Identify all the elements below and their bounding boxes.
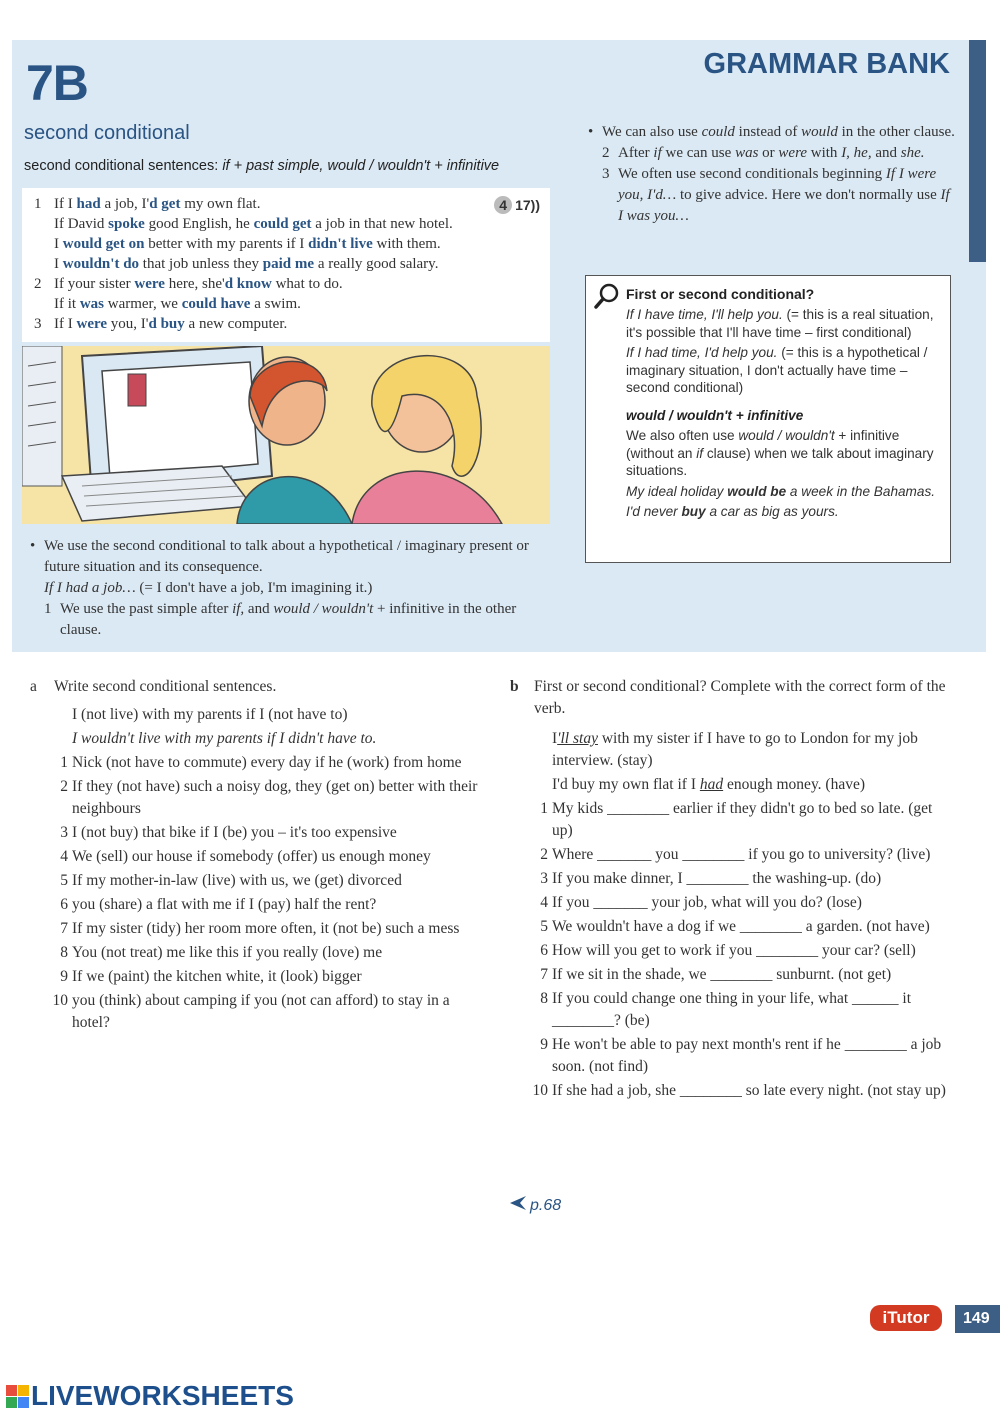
rule-3 [588,164,958,227]
exercise-a-item-text: We (sell) our house if somebody (offer) us enough money [72,848,431,865]
example-verb: d know [224,276,272,292]
tip-p1 [626,306,944,341]
exercise-a-item-number: 1 [60,754,68,771]
page-number: 149 [955,1305,1000,1333]
back-link-text: p.68 [530,1197,562,1214]
exercise-b-instruction: First or second conditional? Complete with the correct form of the verb. [534,678,946,717]
example-verb: was [79,296,104,312]
cd-icon: 4 [494,196,512,214]
exercise-b-item-text: If we sit in the shade, we ________ sunburnt. (not get) [552,966,892,983]
rule-2-a: After [618,145,654,161]
rule-2-c: or [758,145,779,161]
example-number: 1 [34,196,42,212]
rule-1-number: 1 [44,601,52,617]
tip-ex2 [626,503,944,521]
tip-p2-italic: If I had time, I'd help you. [626,345,778,360]
tip-ex1-c: a week in the Bahamas. [786,483,936,499]
exercise-a-item-text: If they (not have) such a noisy dog, they (get on) better with their neighbours [72,778,478,817]
exercise-b-letter: b [510,678,519,695]
exercise-b-item [510,868,955,890]
exercise-b-item-number: 2 [540,846,548,863]
rule-2-pron: I, he, [841,145,872,161]
exercise-b-example-2 [510,774,955,796]
rule-1-a: We use the past simple after [60,601,233,617]
example-sentence [34,316,287,333]
tip-body [626,306,944,524]
exercise-b-ex1-answer: 'll stay [557,730,598,747]
exercise-b-item-number: 8 [540,990,548,1007]
rule-3-a: We often use second conditionals beginning [618,166,886,182]
example-verb: were [76,316,108,332]
example-verb: could get [253,216,312,232]
exercise-b-item [510,988,955,1032]
example-text: If I [54,316,77,332]
example-text: If I [54,196,77,212]
example-text: If your sister [54,276,135,292]
exercise-a-item [30,894,480,916]
examples-box [22,188,550,342]
exercise-b-item-text: If you make dinner, I ________ the washing-up. (do) [552,870,882,887]
sound-waves-icon: )) [530,197,540,213]
exercise-b-item-text: If you _______ your job, what will you do? (lose) [552,894,862,911]
exercise-a-letter: a [30,678,37,695]
exercise-b-item-number: 3 [540,870,548,887]
example-text: you, I' [107,316,149,332]
example-verb: had [76,196,101,212]
exercise-b-item-number: 1 [540,800,548,817]
example-sentence [34,216,453,233]
example-text: a swim. [250,296,301,312]
example-verb: d get [149,196,181,212]
example-number: 3 [34,316,42,332]
exercise-a-item-number: 7 [60,920,68,937]
rule-3-b: to give advice. Here we don't normally use [676,187,941,203]
topic-title: second conditional [24,122,190,144]
example-verb: would get on [62,236,145,252]
exercise-a-item [30,870,480,892]
exercise-a-items [30,752,480,1034]
sidebar-strip [969,40,986,262]
itutor-badge[interactable]: iTutor [870,1305,942,1331]
rule-1 [30,599,550,641]
rule-3-number: 3 [602,166,610,182]
tip-p1-italic: If I have time, I'll help you. [626,307,783,322]
rule-2-was: was [735,145,759,161]
exercise-a-item [30,752,480,774]
tip-ex1 [626,483,944,501]
exercise-a-item [30,990,480,1034]
example-verb: d buy [148,316,185,332]
grammar-bank-title: GRAMMAR BANK [703,48,950,80]
exercise-a-item-text: You (not treat) me like this if you really (love) me [72,944,383,961]
exercise-b-ex2-a: I'd buy my own flat if I [552,776,700,793]
rule-2 [588,143,958,164]
tip-p2-plain: (= this is a hypothetical / imaginary situation, I don't actually have time – second conditional) [626,345,928,395]
tip-ex2-c: a car as big as yours. [705,504,839,519]
magnifier-icon [594,282,622,315]
exercise-a-item-text: If we (paint) the kitchen white, it (look) bigger [72,968,362,985]
exercise-a-item-number: 4 [60,848,68,865]
exercise-b-item-text: He won't be able to pay next month's rent if he ________ a job soon. (not find) [552,1036,942,1075]
example-sentence [34,276,343,293]
exercise-b-item-number: 10 [532,1082,548,1099]
example-sentence [34,236,441,253]
tip-p3-would: would / wouldn't [738,428,835,443]
usage-example-italic: If I had a job… [44,580,136,596]
rule-1-b: and [244,601,274,617]
example-text: what to do. [271,276,343,292]
tip-ex2-a: I'd never [626,504,682,519]
rule-2-were: were [778,145,808,161]
example-text: good English, he [144,216,254,232]
tip-ex2-b: buy [681,504,706,519]
example-verb: could have [181,296,251,312]
topic-sub-prefix: second conditional sentences: [24,158,223,174]
usage-bullet: • We use the second conditional to talk about a hypothetical / imaginary present or future situation and its consequence. [30,536,550,578]
tip-p3-a: We also often use [626,428,739,443]
exercise-a-item-number: 6 [60,896,68,913]
tip-subtitle-text: would / wouldn't + infinitive [626,407,804,423]
exercise-a-example-prompt: I (not live) with my parents if I (not have to) [72,706,348,723]
liveworksheets-logo-icon [6,1385,29,1408]
exercise-b-item-number: 5 [540,918,548,935]
example-number: 2 [34,276,42,292]
exercise-b-item-number: 4 [540,894,548,911]
back-arrow-icon [510,1196,526,1215]
rule-2-b: we can use [661,145,736,161]
rule-2-d: with [807,145,842,161]
exercise-a [30,676,480,1034]
topic-subtitle [24,158,499,174]
audio-track-number: 17 [515,197,531,213]
exercise-a-item-text: If my sister (tidy) her room more often, it (not be) such a mess [72,920,460,937]
exercise-b-item [510,1034,955,1078]
tip-p2 [626,344,944,397]
exercise-a-instruction: Write second conditional sentences. [54,678,277,695]
example-text: warmer, we [104,296,182,312]
rule-1-c: + infinitive in the other clause. [60,601,517,638]
exercise-b-item-number: 7 [540,966,548,983]
example-sentence [34,296,301,313]
example-text: a job, I' [100,196,150,212]
exercise-a-item-text: Nick (not have to commute) every day if he (work) from home [72,754,462,771]
rule-2-if: if [653,145,662,161]
example-text: better with my parents if I [144,236,309,252]
example-text: a new computer. [184,316,288,332]
exercise-a-item [30,846,480,868]
exercise-a-item-number: 2 [60,778,68,795]
could-b: instead of [734,124,802,140]
exercise-b-item [510,916,955,938]
example-text: If David [54,216,109,232]
exercise-b-example-1 [510,728,955,772]
example-text: a job in that new hotel. [311,216,453,232]
exercise-a-item-number: 9 [60,968,68,985]
could-c: in the other clause. [837,124,955,140]
example-text: a really good salary. [314,256,439,272]
example-text: I [54,256,63,272]
exercise-a-item-number: 5 [60,872,68,889]
exercise-b-item-text: Where _______ you ________ if you go to university? (live) [552,846,931,863]
exercise-a-item [30,776,480,820]
exercise-b-item [510,1080,955,1102]
tip-subtitle [626,407,944,425]
back-link[interactable] [510,1196,561,1215]
example-verb: wouldn't do [62,256,140,272]
audio-track[interactable] [494,196,540,214]
tip-p3-c: clause) when we talk about imaginary situations. [626,445,934,478]
example-verb: were [134,276,165,292]
unit-code: 7B [26,55,88,111]
illustration-women-at-computer [22,346,550,524]
exercise-a-item-number: 8 [60,944,68,961]
tip-title: First or second conditional? [626,286,815,302]
rule-2-she: she. [900,145,925,161]
topic-sub-formula: if + past simple, would / wouldn't + infinitive [222,158,500,174]
example-text: here, she' [164,276,225,292]
exercise-b-item-number: 6 [540,942,548,959]
notes-right [588,122,958,227]
exercise-b-item-text: How will you get to work if you ________ your car? (sell) [552,942,916,959]
exercise-b-item [510,892,955,914]
exercise-b-item [510,940,955,962]
exercise-b [510,676,955,1102]
liveworksheets-logo[interactable] [6,1380,294,1412]
usage-example [30,578,550,599]
exercise-b-ex2-b: enough money. (have) [723,776,866,793]
exercise-b-items [510,798,955,1102]
example-text: my own flat. [180,196,261,212]
example-text: with them. [372,236,441,252]
example-verb: spoke [108,216,145,232]
tip-p3 [626,427,944,480]
tip-box [585,275,951,563]
example-sentence [34,256,438,273]
exercise-a-item [30,942,480,964]
rule-3-if: If I were you, I'd… [618,166,937,203]
would-word: would [801,124,838,140]
tip-p3-b: + infinitive (without an [626,428,900,461]
exercise-a-item-text: I (not buy) that bike if I (be) you – it's too expensive [72,824,397,841]
tip-p3-if: if [696,445,704,461]
could-bullet [588,122,958,143]
example-text: I [54,236,63,252]
exercise-a-item [30,966,480,988]
exercise-b-item-text: If she had a job, she ________ so late every night. (not stay up) [552,1082,946,1099]
exercise-b-ex2-answer: had [699,776,724,793]
exercise-a-item-number: 3 [60,824,68,841]
notes-left [30,536,550,641]
tip-p1-plain: (= this is a real situation, it's possible that I'll have time – first conditional) [626,307,934,340]
usage-example-plain: (= I don't have a job, I'm imagining it.) [135,580,373,596]
exercise-b-ex1-b: with my sister if I have to go to London for my job interview. (stay) [552,730,918,769]
exercise-a-header [30,676,480,698]
example-text: that job unless they [139,256,263,272]
rule-1-if: if, [232,601,245,617]
example-sentence [34,196,260,213]
could-a: We can also use [602,124,702,140]
exercise-a-item [30,822,480,844]
exercise-b-item [510,844,955,866]
rule-2-e: and [871,145,901,161]
exercise-b-item-text: If you could change one thing in your life, what ______ it ________? (be) [552,990,912,1029]
tip-ex1-a: My ideal holiday [626,483,728,499]
tip-ex1-b: would be [727,483,787,499]
exercise-b-ex1-a: I [552,730,558,747]
example-verb: didn't live [308,236,373,252]
exercise-a-example-answer: I wouldn't live with my parents if I didn't have to. [72,730,377,747]
exercise-b-item-number: 9 [540,1036,548,1053]
could-word: could [701,124,735,140]
exercise-b-item-text: We wouldn't have a dog if we ________ a garden. (not have) [552,918,930,935]
rule-2-number: 2 [602,145,610,161]
exercise-b-item-text: My kids ________ earlier if they didn't go to bed so late. (get up) [552,800,933,839]
exercise-a-item-text: If my mother-in-law (live) with us, we (get) divorced [72,872,402,889]
rule-1-would: would / wouldn't [273,601,374,617]
rule-3-was: If I was you… [618,187,950,224]
exercise-b-item [510,798,955,842]
liveworksheets-logo-text: LIVEWORKSHEETS [31,1380,294,1411]
illustration [22,346,550,524]
exercise-b-header [510,676,955,720]
exercise-a-item-number: 10 [52,992,68,1009]
exercise-a-item [30,918,480,940]
exercise-a-item-text: you (share) a flat with me if I (pay) half the rent? [72,896,377,913]
exercise-a-item-text: you (think) about camping if you (not can afford) to stay in a hotel? [72,992,450,1031]
example-verb: paid me [262,256,315,272]
example-text: If it [54,296,80,312]
exercise-b-item [510,964,955,986]
